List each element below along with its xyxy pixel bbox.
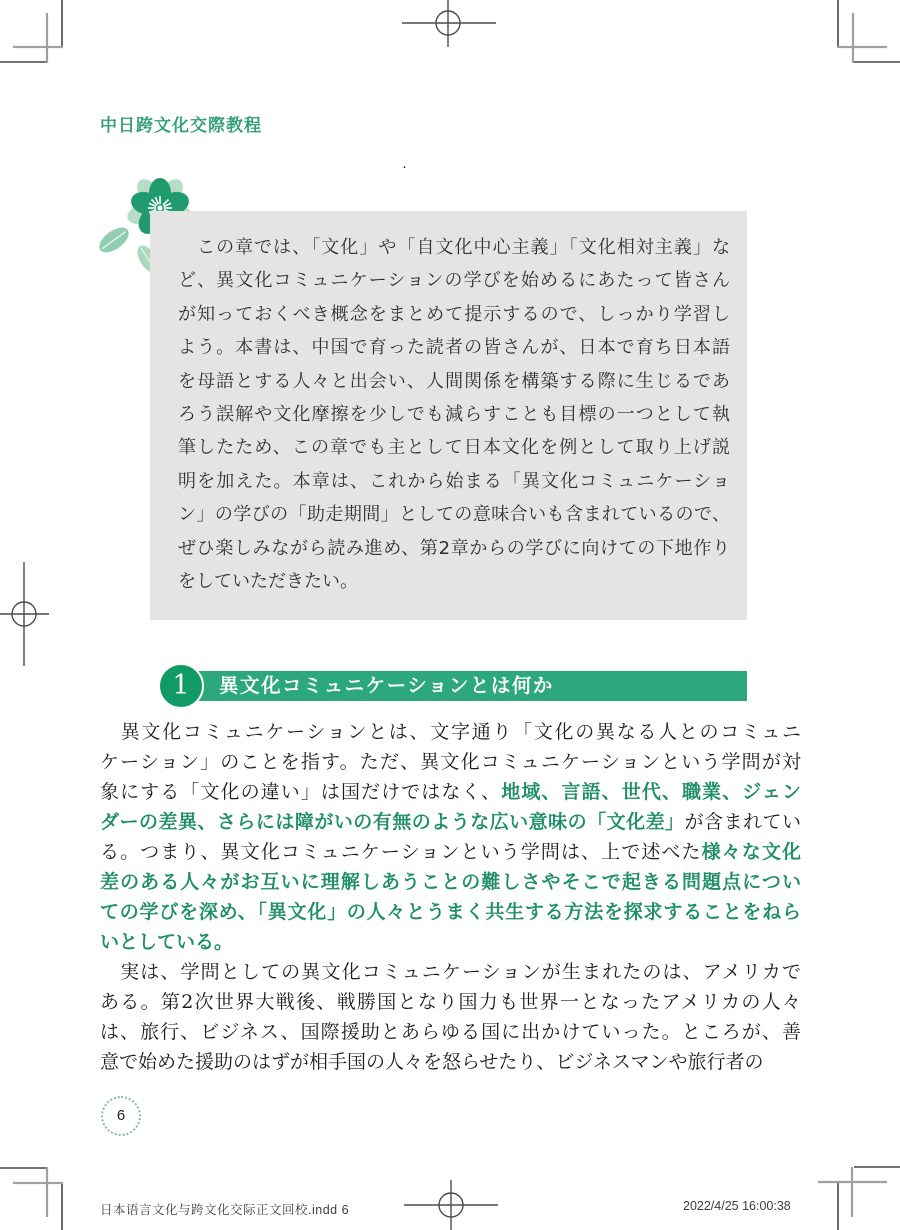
body-line — [100, 717, 801, 747]
intro-line: ン」の学びの「助走期間」としての意味合いも含まれているので、 — [178, 504, 730, 526]
body-line — [100, 987, 801, 1017]
plain-text: は、旅行、ビジネス、国際援助とあらゆる国に出かけていった。ところが、善 — [100, 1021, 801, 1043]
body-line — [100, 837, 801, 867]
intro-line: ど、異文化コミュニケーションの学びを始めるにあたって皆さん — [178, 270, 730, 292]
section-title: 異文化コミュニケーションとは何か — [219, 674, 554, 697]
plain-text: 意で始めた援助のはずが相手国の人々を怒らせたり、ビジネスマンや旅行者の — [100, 1051, 764, 1073]
intro-line: この章では、「文化」や「自文化中心主義」「文化相対主義」な — [178, 237, 730, 258]
leaf-icon — [95, 223, 133, 258]
intro-line: ろう誤解や文化摩擦を少しでも減らすことも目標の一つとして執 — [178, 403, 730, 425]
plain-text: 象にする「文化の違い」は国だけではなく、 — [100, 781, 502, 803]
body-line — [100, 957, 801, 987]
intro-line: を母語とする人々と出会い、人間関係を構築する際に生じるであ — [178, 370, 730, 392]
highlighted-text: 地域、言語、世代、職業、ジェン — [501, 781, 801, 803]
highlighted-text: 様々な文化 — [701, 841, 801, 863]
highlighted-text: 差のある人々がお互いに理解しあうことの難しさやそこで起きる問題点につい — [100, 871, 801, 893]
plain-text: が含まれてい — [684, 811, 801, 833]
plain-text: 実は、学問としての異文化コミュニケーションが生まれたのは、アメリカで — [100, 961, 801, 983]
highlighted-text: ダーの差異、さらには障がいの有無のような広い意味の「文化差」 — [100, 811, 685, 833]
intro-line: よう。本書は、中国で育った読者の皆さんが、日本で育ち日本語 — [178, 337, 730, 359]
body-text — [100, 717, 801, 1077]
body-line — [100, 747, 801, 777]
footer-filename: 日本语言文化与跨文化交际正文回校.indd 6 — [100, 1203, 350, 1217]
stray-dot: · — [402, 158, 407, 175]
plain-text: 異文化コミュニケーションとは、文字通り「文化の異なる人とのコミュニ — [100, 721, 801, 743]
body-line — [100, 927, 801, 957]
section-number-badge: 1 — [158, 663, 204, 709]
body-line — [100, 1047, 801, 1077]
page-header-title: 中日跨文化交際教程 — [100, 116, 262, 135]
intro-line: が知っておくべき概念をまとめて提示するので、しっかり学習し — [178, 303, 730, 325]
body-line — [100, 777, 801, 807]
highlighted-text: ての学びを深め、「異文化」の人々とうまく共生する方法を探求することをねら — [100, 901, 801, 923]
highlighted-text: いとしている。 — [100, 931, 234, 953]
body-line — [100, 807, 801, 837]
footer-timestamp: 2022/4/25 16:00:38 — [683, 1199, 791, 1213]
intro-line: 筆したため、この章でも主として日本文化を例として取り上げ説 — [178, 437, 730, 459]
body-line — [100, 1017, 801, 1047]
intro-line: 明を加えた。本章は、これから始まる「異文化コミュニケーショ — [178, 470, 730, 492]
intro-box-text — [178, 231, 730, 598]
plain-text: ある。第2次世界大戦後、戦勝国となり国力も世界一となったアメリカの人々 — [100, 991, 801, 1013]
plain-text: る。つまり、異文化コミュニケーションという学問は、上で述べた — [100, 841, 702, 863]
body-line — [100, 867, 801, 897]
intro-line: ぜひ楽しみながら読み進め、第2章からの学びに向けての下地作り — [178, 537, 730, 559]
chapter-intro-box — [150, 211, 747, 620]
section-heading-bar — [177, 671, 747, 701]
page-number-badge: 6 — [101, 1096, 141, 1136]
intro-line: をしていただきたい。 — [178, 570, 358, 592]
body-line — [100, 897, 801, 927]
plain-text: ケーション」のことを指す。ただ、異文化コミュニケーションという学問が対 — [100, 751, 801, 773]
